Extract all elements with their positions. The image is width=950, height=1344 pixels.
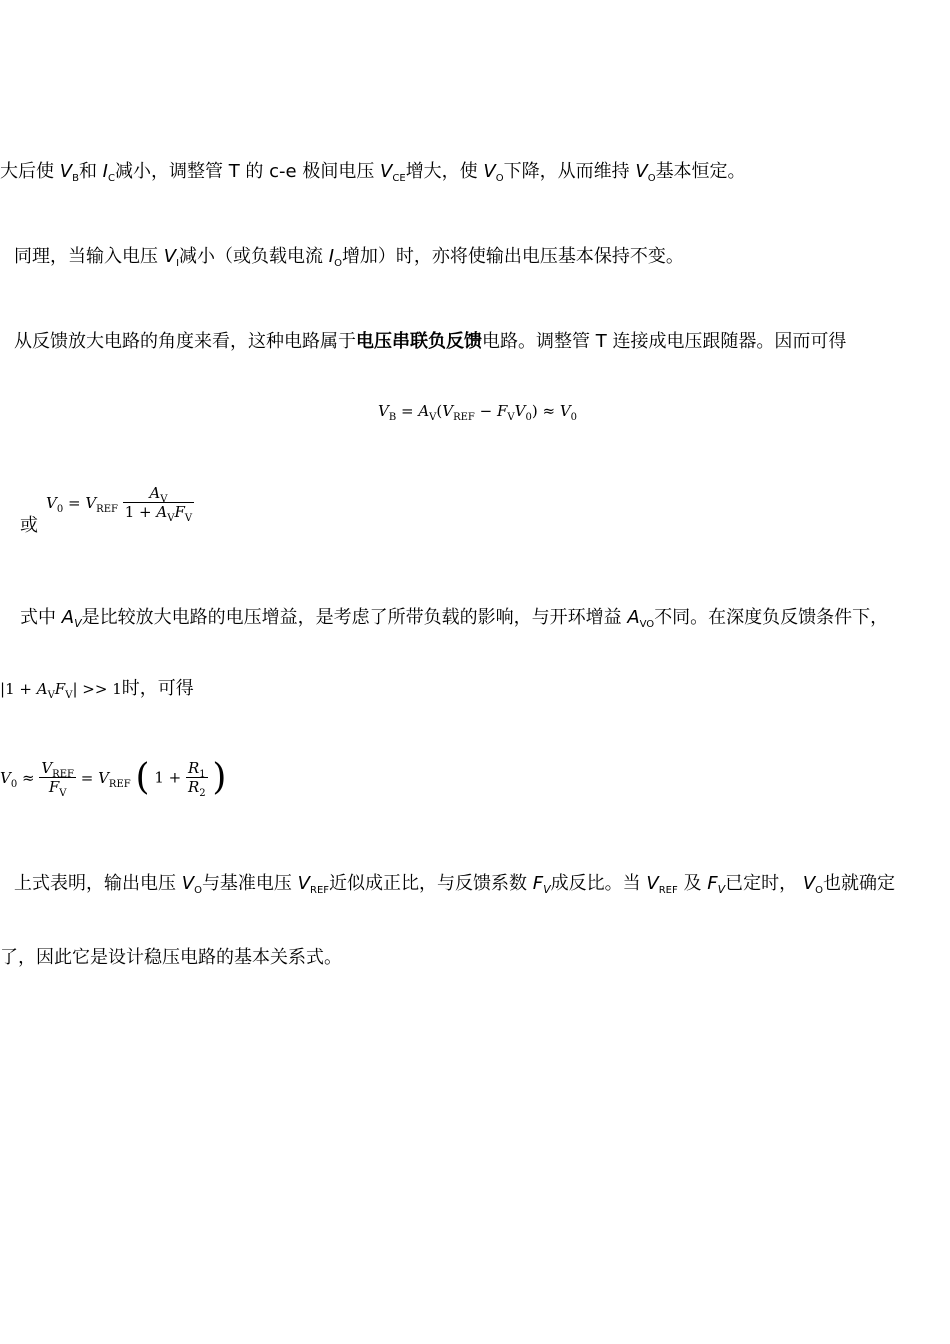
symbol: V xyxy=(297,873,310,894)
operator: − xyxy=(474,402,497,420)
symbol: I xyxy=(328,246,335,267)
text: 时，可得 xyxy=(121,678,194,699)
symbol: V xyxy=(0,768,11,787)
text: 1 + xyxy=(124,503,157,521)
symbol: A xyxy=(36,680,48,698)
text: 不同。在深度负反馈条件下， xyxy=(654,607,889,628)
paren-left: ( xyxy=(135,757,150,798)
symbol: A xyxy=(418,402,430,420)
symbol: V xyxy=(646,873,659,894)
symbol: F xyxy=(174,503,185,521)
text: 已定时， xyxy=(725,873,803,894)
equation-3 xyxy=(0,680,122,701)
text: 大后使 xyxy=(0,161,60,182)
denominator xyxy=(123,502,194,524)
symbol: F xyxy=(707,873,718,894)
subscript: V xyxy=(543,883,551,896)
subscript: V xyxy=(184,513,193,524)
numerator xyxy=(123,484,194,505)
subscript: B xyxy=(72,173,79,184)
symbol: A xyxy=(149,484,161,502)
paragraph-2 xyxy=(14,245,684,272)
subscript: B xyxy=(388,412,397,423)
symbol: V xyxy=(802,873,816,894)
subscript: O xyxy=(334,258,342,269)
text: 同理，当输入电压 xyxy=(14,246,164,267)
symbol: V xyxy=(635,161,648,182)
symbol: A xyxy=(627,607,640,628)
text: 了，因此它是设计稳压电路的基本关系式。 xyxy=(0,947,342,968)
text: 下降，从而维持 xyxy=(503,161,636,182)
symbol: V xyxy=(59,161,73,182)
paragraph-3 xyxy=(14,330,846,354)
text: 是比较放大电路的电压增益，是考虑了所带负载的影响，与开环增益 xyxy=(81,607,628,628)
operator: ) xyxy=(531,402,538,420)
text: 减小（或负载电流 xyxy=(179,246,329,267)
operator: >> 1 xyxy=(77,680,122,698)
subscript: V xyxy=(507,412,515,423)
text: 也就确定 xyxy=(823,873,896,894)
text: 或 xyxy=(20,515,38,536)
subscript: V xyxy=(429,412,437,423)
equation-2 xyxy=(46,484,194,524)
subscript: O xyxy=(815,885,824,896)
paragraph-1 xyxy=(0,160,746,187)
symbol: V xyxy=(514,402,526,420)
subscript: C xyxy=(107,173,115,184)
text: 成反比。当 xyxy=(550,873,647,894)
subscript: O xyxy=(194,885,202,896)
text: 与基准电压 xyxy=(201,873,298,894)
text: 增大，使 xyxy=(405,161,484,182)
paragraph-6 xyxy=(0,677,194,704)
paragraph-8 xyxy=(0,946,342,970)
subscript: REF xyxy=(310,885,330,896)
subscript: VO xyxy=(639,619,655,630)
paragraph-7 xyxy=(14,872,895,899)
subscript: V xyxy=(717,883,726,896)
emphasis-text: 电压串联负反馈 xyxy=(356,331,482,352)
symbol: V xyxy=(181,873,195,894)
symbol: V xyxy=(163,246,177,267)
symbol: F xyxy=(48,778,60,796)
symbol: F xyxy=(54,680,66,698)
subscript: V xyxy=(47,690,55,701)
symbol: A xyxy=(61,607,75,628)
text: 近似成正比，与反馈系数 xyxy=(329,873,533,894)
subscript: O xyxy=(495,173,504,184)
subscript: REF xyxy=(658,885,678,896)
text: 1 + xyxy=(154,768,186,787)
subscript: 0 xyxy=(10,778,18,790)
or-label xyxy=(20,514,38,538)
subscript: I xyxy=(176,258,180,269)
text: 1 + xyxy=(5,680,37,698)
text: 式中 xyxy=(20,607,62,628)
subscript: REF xyxy=(96,503,118,515)
symbol: A xyxy=(156,503,168,521)
symbol: R xyxy=(187,778,200,796)
symbol: V xyxy=(559,402,571,420)
subscript: V xyxy=(167,513,175,524)
subscript: REF xyxy=(108,778,131,790)
subscript: 1 xyxy=(199,769,206,780)
subscript: 0 xyxy=(56,503,64,515)
symbol: I xyxy=(102,161,108,182)
numerator xyxy=(39,759,76,780)
equation-4 xyxy=(0,757,226,798)
subscript: O xyxy=(647,173,656,184)
numerator xyxy=(186,759,208,780)
paragraph-5 xyxy=(20,606,888,633)
subscript: REF xyxy=(52,769,74,780)
symbol: V xyxy=(483,161,496,182)
symbol: F xyxy=(532,873,544,894)
text: 及 xyxy=(677,873,708,894)
operator: | xyxy=(72,680,78,698)
fraction-r1-r2 xyxy=(186,759,208,799)
text: 从反馈放大电路的角度来看，这种电路属于 xyxy=(14,331,356,352)
operator: ≈ xyxy=(537,402,560,420)
fraction xyxy=(123,484,194,524)
symbol: V xyxy=(41,759,53,777)
text: 减小，调整管 T 的 c-e 极间电压 xyxy=(114,161,381,182)
symbol: V xyxy=(380,161,393,182)
text: 增加）时，亦将使输出电压基本保持不变。 xyxy=(341,246,684,267)
symbol: V xyxy=(378,402,389,420)
paren-right: ) xyxy=(212,757,227,798)
subscript: REF xyxy=(453,412,475,423)
operator: ≈ xyxy=(17,768,40,787)
operator: = xyxy=(63,493,86,512)
subscript: 0 xyxy=(525,412,532,423)
operator: = xyxy=(396,402,419,420)
fraction-vref-fv xyxy=(39,759,76,799)
subscript: V xyxy=(74,617,82,630)
symbol: R xyxy=(187,759,200,777)
operator: | xyxy=(0,680,6,698)
subscript: V xyxy=(160,494,168,505)
operator: ( xyxy=(436,402,443,420)
subscript: V xyxy=(65,690,73,701)
symbol: V xyxy=(442,402,454,420)
operator: = xyxy=(80,768,99,787)
text: 基本恒定。 xyxy=(655,161,746,182)
symbol: V xyxy=(85,493,97,512)
symbol: V xyxy=(98,768,109,787)
equation-1 xyxy=(378,402,578,423)
subscript: 0 xyxy=(570,412,578,423)
symbol: F xyxy=(496,402,508,420)
symbol: V xyxy=(46,493,57,512)
subscript: CE xyxy=(392,173,406,184)
text: 电路。调整管 T 连接成电压跟随器。因而可得 xyxy=(482,331,847,352)
subscript: V xyxy=(59,788,67,799)
text: 和 xyxy=(78,161,103,182)
subscript: 2 xyxy=(199,788,206,799)
text: 上式表明，输出电压 xyxy=(14,873,182,894)
